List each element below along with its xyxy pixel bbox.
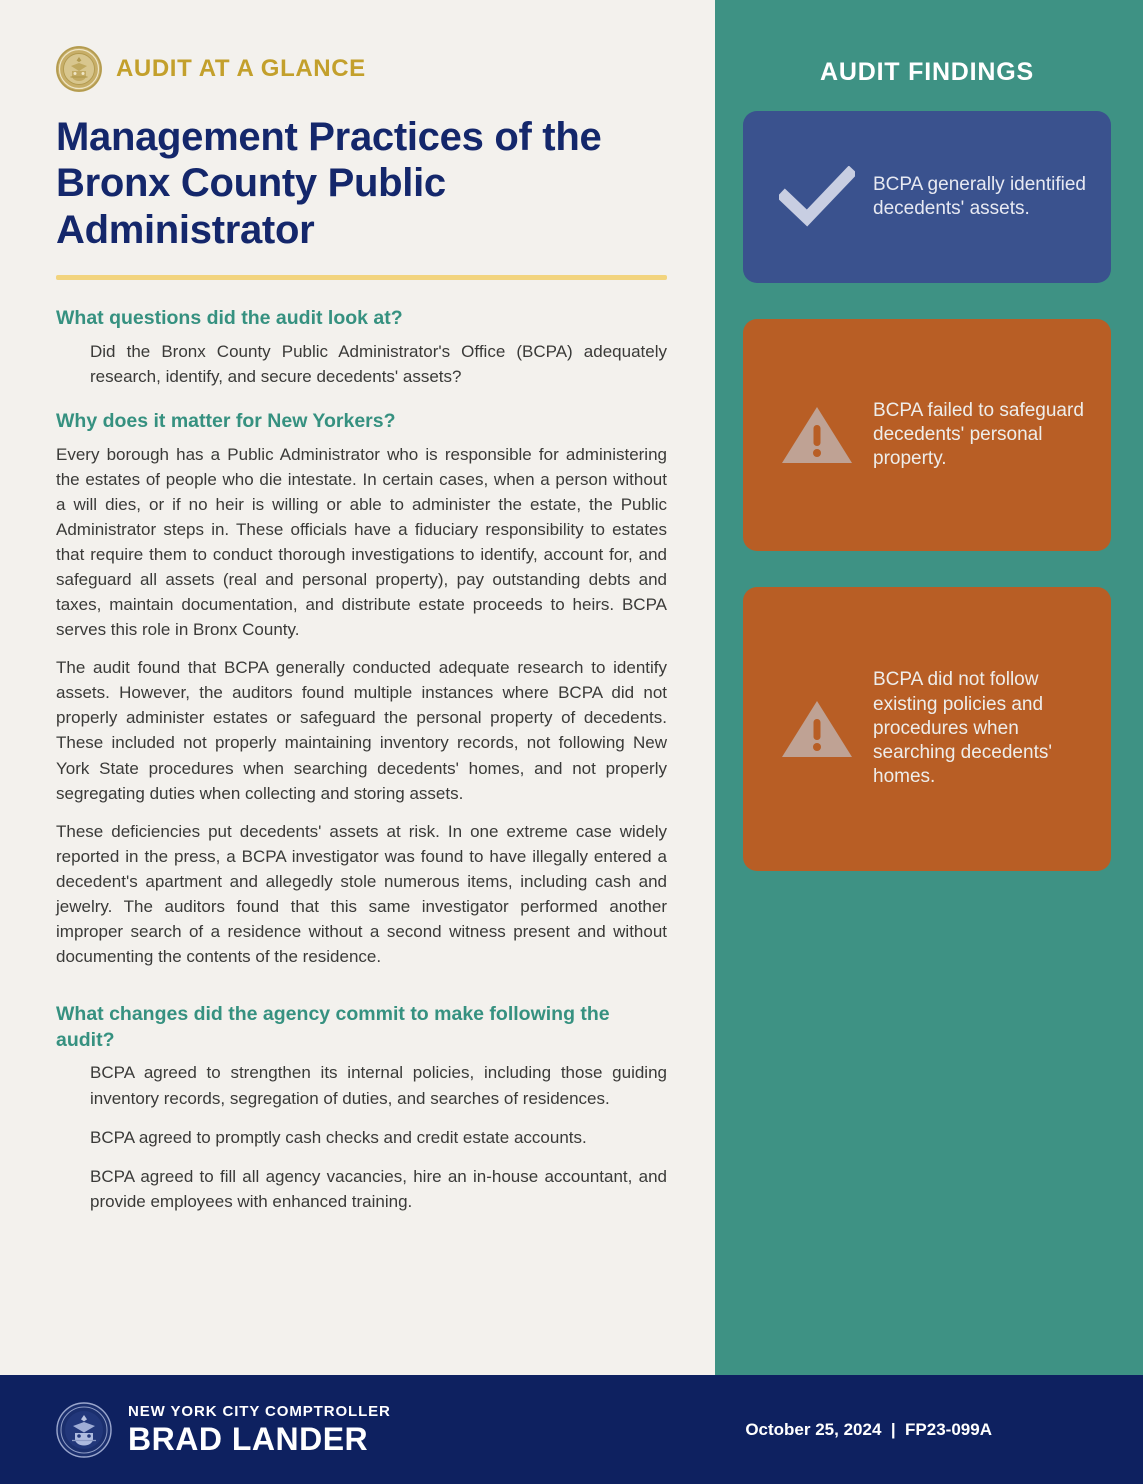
nyc-seal-icon: [56, 46, 102, 92]
list-item: [56, 1060, 667, 1110]
footer-names: [128, 1404, 391, 1455]
list-item-text: BCPA agreed to strengthen its internal policies, including those guiding inventory records, segregation of duties, and searches of residences.: [90, 1063, 667, 1108]
list-item: [56, 1125, 667, 1150]
list-item-text: Did the Bronx County Public Administrator's Office (BCPA) adequately research, identify, and secure decedents' assets?: [90, 341, 667, 386]
nyc-seal-icon: [56, 1402, 112, 1458]
kicker-label: AUDIT AT A GLANCE: [116, 55, 366, 82]
list-item: [56, 1164, 667, 1214]
paragraph: These deficiencies put decedents' assets at risk. In one extreme case widely reported in the press, a BCPA investigator was found to have illegally entered a decedent's apartment and allegedly stole numerous items, including cash and jewelry. The auditors found that this same investigator performed another improper search of a residence without a second witness present and without documenting the contents of the residence.: [56, 821, 667, 966]
warning-triangle-icon: [761, 697, 873, 761]
brand-line: [56, 46, 667, 92]
list-item-text: BCPA agreed to fill all agency vacancies, hire an in-house accountant, and provide employees with enhanced training.: [90, 1166, 667, 1211]
list-item-text: BCPA agreed to promptly cash checks and credit estate accounts.: [90, 1127, 587, 1147]
finding-card-failed-safeguard: [743, 319, 1111, 551]
title-divider: [56, 275, 667, 280]
commitments-list: [56, 1060, 667, 1213]
footer-comptroller-name: BRAD LANDER: [128, 1421, 369, 1457]
page-title: Management Practices of the Bronx County Public Administrator: [56, 115, 602, 252]
footer-office-label: NEW YORK CITY COMPTROLLER: [128, 1403, 391, 1420]
section-heading-why: Why does it matter for New Yorkers?: [56, 410, 396, 433]
finding-card-text: BCPA generally identified decedents' assets.: [873, 173, 1086, 219]
findings-title: AUDIT FINDINGS: [820, 58, 1034, 86]
paragraph: Every borough has a Public Administrator who is responsible for administering the estates of people who die intestate. In certain cases, when a person without a will dies, or if no heir is willing or able to administer the estate, the Public Administrator steps in. These officials have a fiduciary responsibility to estates that require them to conduct thorough investigations to identify, account for, and safeguard all assets (real and personal property), pay outstanding debts and taxes, maintain documentation, and distribute estate proceeds to heirs. BCPA serves this role in Bronx County.: [56, 444, 667, 640]
paragraph: The audit found that BCPA generally conducted adequate research to identify assets. However, the auditors found multiple instances where BCPA did not properly administer estates or safeguard the personal property of decedents. These included not properly maintaining inventory records, not following New York State procedures when searching decedents' homes, and not properly segregating duties when collecting and storing assets.: [56, 658, 667, 803]
questions-list: [56, 339, 667, 389]
footer-date-and-report-id: October 25, 2024 | FP23-099A: [745, 1419, 992, 1439]
checkmark-icon: [761, 166, 873, 228]
warning-triangle-icon: [761, 403, 873, 467]
finding-card-identified-assets: [743, 111, 1111, 283]
finding-card-text: BCPA failed to safeguard decedents' personal property.: [873, 399, 1084, 470]
audit-findings-sidebar: [715, 0, 1143, 1375]
finding-card-text: BCPA did not follow existing policies and procedures when searching decedents' homes.: [873, 669, 1052, 788]
list-item: [56, 339, 667, 389]
section-heading-questions: What questions did the audit look at?: [56, 307, 403, 330]
footer-brand: [56, 1402, 391, 1458]
finding-card-policies-procedures: [743, 587, 1111, 871]
page-footer: [0, 1375, 1143, 1484]
section-heading-changes: What changes did the agency commit to make following the audit?: [56, 1003, 610, 1051]
